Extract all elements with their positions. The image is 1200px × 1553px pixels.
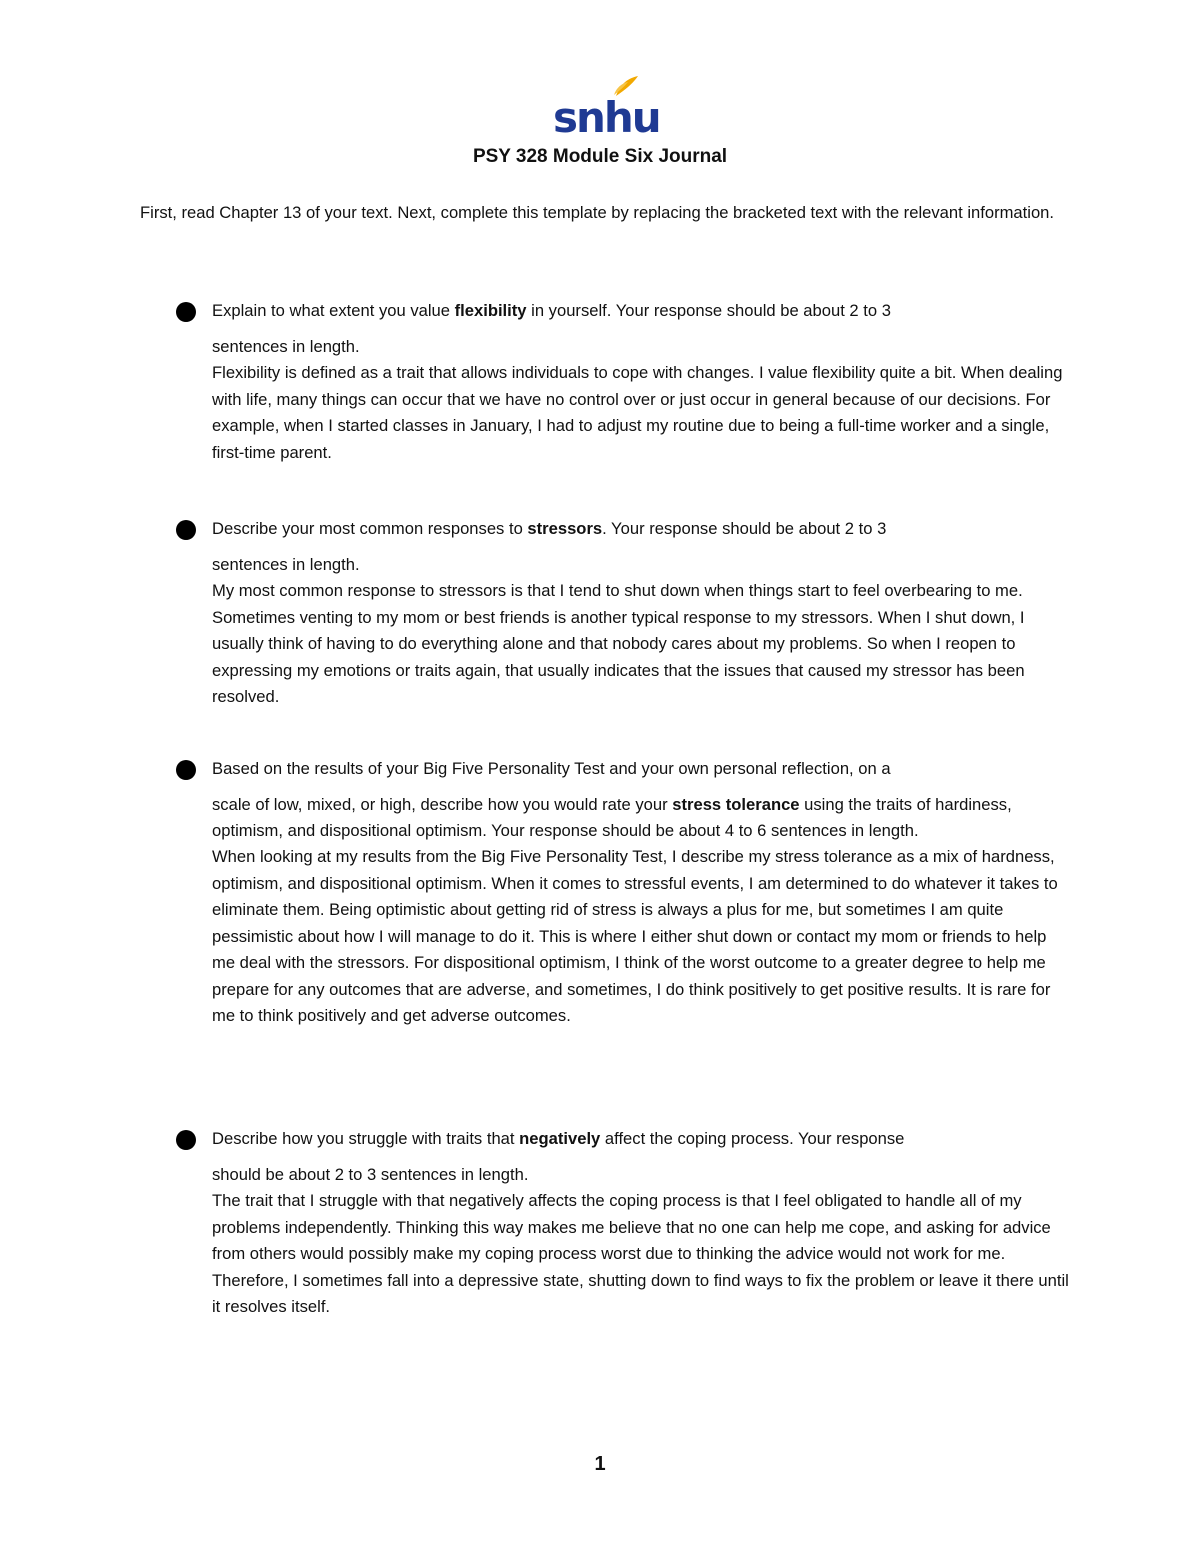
page-number: 1	[594, 1453, 606, 1475]
question-1-answer: Flexibility is defined as a trait that allows individuals to cope with changes. I value flexibility quite a bit. When dealing with life, many things can occur that we have no control over or just occur in general because of our decisions. For example, when I started classes in January, I had to adjust my routine due to being a full-time worker and a single, first-time parent.	[212, 363, 1063, 462]
question-1-prompt-continued: sentences in length.	[212, 337, 360, 356]
intro-paragraph: First, read Chapter 13 of your text. Next, complete this template by replacing the bracketed text with the relevant information.	[140, 203, 1055, 222]
question-1-prompt: Explain to what extent you value flexibility in yourself. Your response should be about 2 to 3	[212, 301, 891, 320]
question-2-prompt-continued: sentences in length.	[212, 555, 360, 574]
question-3-prompt-continued: scale of low, mixed, or high, describe how you would rate your stress tolerance using the traits of hardiness, optimism, and dispositional optimism. Your response should be about 4 to 6 sentences in length.	[212, 795, 1012, 840]
bullet-icon	[176, 760, 196, 780]
snhu-logo-graphic	[552, 72, 660, 142]
document-title: PSY 328 Module Six Journal	[472, 146, 728, 167]
question-4-answer: The trait that I struggle with that negatively affects the coping process is that I feel obligated to handle all of my problems independently. Thinking this way makes me believe that no one can help me cope, and asking for advice from others would possibly make my coping process worst due to thinking the advice would not work for me. Therefore, I sometimes fall into a depressive state, shutting down to find ways to fix the problem or leave it there until it resolves itself.	[212, 1191, 1069, 1316]
snhu-logo	[552, 72, 660, 142]
bullet-icon	[176, 1130, 196, 1150]
question-3-answer: When looking at my results from the Big Five Personality Test, I describe my stress tolerance as a mix of hardness, optimism, and dispositional optimism. When it comes to stressful events, I am determined to do whatever it takes to eliminate them. Being optimistic about getting rid of stress is always a plus for me, but sometimes I am quite pessimistic about how I will manage to do it. This is where I either shut down or contact my mom or friends to help me deal with the stressors. For dispositional optimism, I think of the worst outcome to a greater degree to help me prepare for any outcomes that are adverse, and sometimes, I do think positively to get positive results. It is rare for me to think positively and get adverse outcomes.	[212, 847, 1058, 1025]
question-3-prompt: Based on the results of your Big Five Personality Test and your own personal reflection, on a	[212, 759, 891, 778]
question-4-prompt-continued: should be about 2 to 3 sentences in length.	[212, 1165, 529, 1184]
svg-text:snhu: snhu	[553, 93, 660, 142]
question-2-answer: My most common response to stressors is that I tend to shut down when things start to feel overbearing to me. Sometimes venting to my mom or best friends is another typical response to my stressors. When I shut down, I usually think of having to do everything alone and that nobody cares about my problems. So when I reopen to expressing my emotions or traits again, that usually indicates that the issues that caused my stressor has been resolved.	[212, 581, 1025, 706]
bullet-icon	[176, 302, 196, 322]
bullet-icon	[176, 520, 196, 540]
question-2-prompt: Describe your most common responses to stressors. Your response should be about 2 to 3	[212, 519, 887, 538]
question-4-prompt: Describe how you struggle with traits that negatively affect the coping process. Your response	[212, 1129, 905, 1148]
